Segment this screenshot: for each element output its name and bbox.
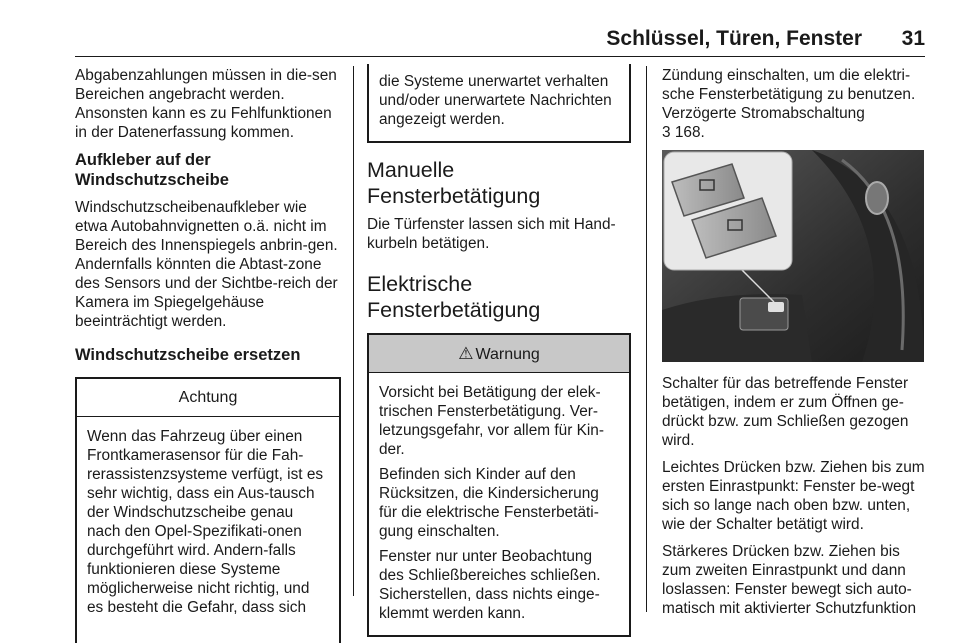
warning-text: Befinden sich Kinder auf den Rücksitzen, die Kindersicherung für die elektrische Fensterbetäti-gung einschalten. bbox=[379, 466, 599, 540]
column-1 bbox=[75, 66, 341, 643]
section-heading: Manuelle Fensterbetätigung bbox=[367, 158, 541, 208]
section-heading: Windschutzscheibe ersetzen bbox=[75, 346, 301, 364]
paragraph: Windschutzscheibenaufkleber wie etwa Autobahnvignetten o.ä. nicht im Bereich des Innenspiegels anbrin-gen. Andernfalls könnten die Abtast-zone des Sensors und der Sichtbe-reich der Kamera im Spiegelgehäuse beeinträchtigt werden. bbox=[75, 199, 338, 330]
caution-title: Achtung bbox=[77, 379, 339, 417]
paragraph: Zündung einschalten, um die elektri-sche Fensterbetätigung zu benutzen. Verzögerte Stromabschaltung bbox=[662, 67, 916, 122]
warning-title: Warnung bbox=[475, 346, 540, 363]
caution-text: die Systeme unerwartet verhalten und/oder unerwartete Nachrichten angezeigt werden. bbox=[379, 73, 612, 128]
door-panel-illustration bbox=[662, 150, 924, 362]
section-heading: Aufkleber auf der Windschutzscheibe bbox=[75, 151, 229, 189]
column-3 bbox=[662, 66, 928, 150]
warning-header bbox=[369, 335, 629, 373]
caution-box-continued bbox=[367, 64, 631, 143]
page-header bbox=[0, 0, 960, 58]
page-number: 31 bbox=[901, 27, 925, 50]
section-heading: Elektrische Fensterbetätigung bbox=[367, 272, 541, 322]
column-2 bbox=[367, 66, 631, 637]
paragraph: Die Türfenster lassen sich mit Hand-kurbeln betätigen. bbox=[367, 216, 616, 252]
caution-text: Wenn das Fahrzeug über einen Frontkamerasensor für die Fah-rerassistenzsysteme verfügt, ist es sehr wichtig, dass ein Aus-tausch der Windschutzscheibe genau nach den Opel-Spezifikati-onen durchgeführt wird. Andern-falls funktionieren diese Systeme möglicherweise nicht richtig, und es besteht die Gefahr, dass sich bbox=[87, 428, 324, 616]
column-3-lower bbox=[662, 374, 928, 626]
warning-triangle-icon: ⚠ bbox=[458, 344, 474, 363]
paragraph: Schalter für das betreffende Fenster betätigen, indem er zum Öffnen ge-drückt bzw. zum Schließen gezogen wird. bbox=[662, 375, 909, 449]
paragraph: Leichtes Drücken bzw. Ziehen bis zum ersten Einrastpunkt: Fenster be-wegt sich so lange nach oben bzw. unten, wie der Schalter betätigt wird. bbox=[662, 459, 925, 533]
page-title: Schlüssel, Türen, Fenster bbox=[606, 27, 862, 50]
paragraph: Abgabenzahlungen müssen in die-sen Bereichen angebracht werden. Ansonsten kann es zu Fehlfunktionen in der Datenerfassung kommen. bbox=[75, 67, 337, 141]
paragraph: Stärkeres Drücken bzw. Ziehen bis zum zweiten Einrastpunkt und dann loslassen: Fenster bewegt sich auto-matisch mit aktivierter Schutzfunktion bbox=[662, 543, 917, 617]
warning-text: Vorsicht bei Betätigung der elek-trischen Fensterbetätigung. Ver-letzungsgefahr, vor allem für Kin-der. bbox=[379, 384, 604, 458]
warning-box bbox=[367, 333, 631, 637]
cross-reference: 3 168. bbox=[662, 124, 705, 141]
column-divider bbox=[353, 66, 354, 596]
column-divider bbox=[646, 66, 647, 612]
caution-box bbox=[75, 377, 341, 643]
window-switch-photo bbox=[662, 150, 924, 362]
warning-text: Fenster nur unter Beobachtung des Schließbereiches schließen. Sicherstellen, dass nichts einge-klemmt werden kann. bbox=[379, 548, 601, 622]
header-rule bbox=[75, 56, 925, 57]
